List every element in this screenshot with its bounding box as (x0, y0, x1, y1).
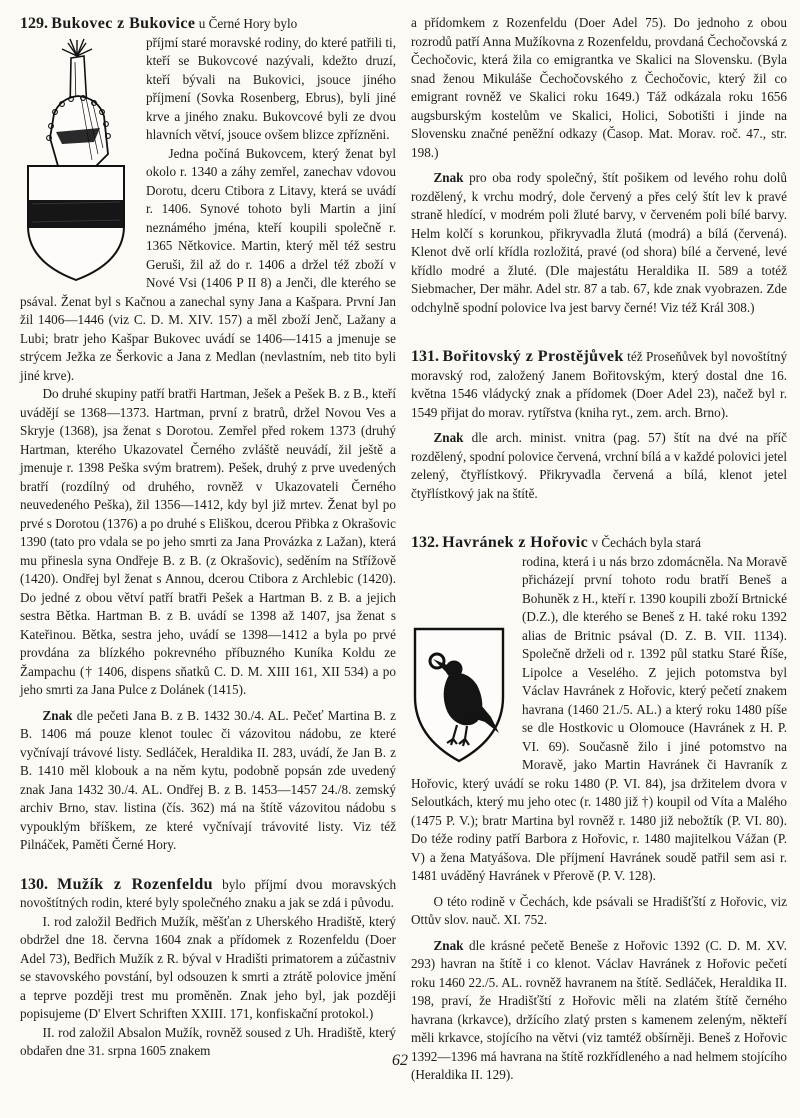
entry-number: 132. (411, 534, 439, 551)
entry-131-blazon-paragraph (411, 429, 787, 503)
entry-lead: bylo příjmí dvou moravských novoštítných rodin, které byly společného znaku a jak se zdá i původu. (20, 876, 397, 910)
entry-130 (20, 875, 396, 1061)
entry-130-paragraph-3: II. rod založil Absalon Mužík, rovněž soused z Uh. Hradiště, který obdařen dne 31. srpna 1605 znakem (20, 1024, 396, 1058)
entry-lead-start: v Čechách byla stará (591, 535, 701, 550)
bukovec-arms-illustration (20, 36, 136, 284)
entry-number: 131. (411, 348, 439, 365)
entry-132-heading (411, 533, 787, 553)
grass-plume-icon (62, 39, 92, 56)
entry-130-continuation (411, 14, 787, 317)
entry-132 (411, 533, 787, 1085)
entry-132-lead-rest: rodina, která i u nás brzo zdomácněla. Na Moravě přicházejí první tohoto rodu bratří Beneš a Bohuněk z H., kteří r. 1390 koupili zboží Brtnické (D.Z.), dle kterého se Beneš z H. také roku 1392 alias de Britnic psával (D. Z. B. VII. 1134). Společně drželi od r. 1392 půl statku Staré Říše, Lipolce a Veselého. Z jejich potomstva byl Václav Havránek z Hořovic, který pečetí znakem havrana (1460 21./5. AL.) a který roku 1480 píše se dle Hostkovic u Olomouce (Havránek z H. P. VI. 69). Současně žilo i jiné potomstvo na Moravě, jako Martin Havránek či Havraník z Hořovic, který uvádí se roku 1480 (P. VI. 84), jsa držitelem dvora v Seloutkách, který mu jeho otec (r. 1480 již †) koupil od Víta a Malého (1475 P. V.); bratr Martina byl rovněž r. 1480 již nebožtík (P. VI. 80). Do téže rodiny patří Barbora z Hořovic, r. 1480 majitelkou Vážan (P. V) a žena Matyášova. Dle příjmení Havránek soudě patřil sem asi r. 1481 uváděný Havránek v Přerově (P. V. 128). (411, 553, 787, 883)
entry-title: Havránek z Hořovic (442, 534, 589, 551)
entry-lead-rest: byl novoštítný moravský rod, založený Janem Bořitovským, který dostal dne 16. května 1546 vládycký znak a přídomek (Doer Adel 23), načež byl r. 1549 přijat do morav. rytířstva (kniha ryt., zem. arch. Brno). (411, 349, 788, 420)
entry-129-lead-rest: příjmí staré moravské rodiny, do které patřili ti, kteří se Bukovcové nazývali, kdežto druzí, kteří bývali na Bukovici, jsouce jiného příjmení (Sovka Rosenberg, Ebrus), byli jiné krve a jiného znaku. Bukovcové byli ze dvou hlavních větví, jsouce ovšem blizce zpřízněni. (146, 34, 397, 142)
entry-130-paragraph-2: I. rod založil Bedřich Mužík, měšťan z Uherského Hradiště, který obdržel dne 18. června 1604 znak a přídomek z Rozenfeldu (Doer Adel 73), Bedřich Mužík z R. býval v Hradišti primatorem a zúčastniv se stavovského povstání, byl odsouzen k smrti a ztrátě polovice jmění a teprve později trest mu proměněn. Znak jeho byl, jak později popisujeme (D' Elvert Schriften XXIII. 171, konfiskační protokol.) (20, 913, 396, 1021)
blazon-text: dle krásné pečetě Beneše z Hořovic 1392 (C. D. M. XV. 293) havran na štítě i co klenot. Václav Havránek z Hořovic pečetí roku 1460 22./5. AL. rovněž havranem na štítě. Sedláček, Heraldika II. 198, praví, že Hradišťští z Hořovic měli na zlatém štítě černého havrana (krkavce), držícího zlatý prsten s kamenem zeleným, někteří měli krkavce, stojícího na větvi (viz tamtéž obšírněji. Beneš z Hořovic 1392—1396 má havrana na štítě rozkřídleného a nad helmem stojícího (Heraldika II. 129). (411, 937, 787, 1082)
right-column (411, 14, 787, 1085)
blazon-text: dle arch. minist. vnitra (pag. 57) štít na dvé na příč rozdělený, spodní polovice červená, vrchní bílá a v každé polovici jetel zelený, čtyřlístkový. Přikryvadla červená a bílá, klenot jetel čtyřlístkový jak na štítě. (411, 430, 787, 501)
entry-129-paragraph-2: Jedna počíná Bukovcem, který ženat byl okolo r. 1340 a záhy zemřel, zanechav vdovou Dorotu, dceru Ctibora z Litavy, která se uvádí r. 1406. Synové tohoto byli Martin a jiní neznámého jména, kteří koupili společně r. 1365 Nětkovice. Martin, který měl též sestru Geruši, žil až do r. 1406 a držel též zboží v Nové Vsi (1406 P II 8) a Jenči, dle kterého se psával. Ženat byl s Kačnou a zanechal syny Jana a Kašpara. První Jan žil 1406—1446 (viz C. D. M. XIV. 157) a měl zboží Jenč, Lažany a Lubi; bratr jeho Kašpar Bukovec uvádí se 1406—1415 a jmenuje se strýcem Ježka ze Šerkovic a Jana z Medlan (nevlastním, neb tito byli jiné krve). (20, 145, 396, 383)
left-column (20, 14, 396, 1085)
blazon-label: Znak (433, 937, 464, 953)
entry-132-paragraph-1 (411, 553, 787, 886)
entry-lead-start: též Proseňůvek (627, 349, 708, 364)
entry-129 (20, 14, 396, 855)
entry-129-paragraph-1 (20, 34, 396, 145)
entry-131-heading (411, 347, 787, 422)
entry-title: Bořitovský z Prostějůvek (442, 348, 624, 365)
entry-lead-start: u Černé Hory bylo (198, 16, 298, 31)
entry-132-paragraph-2: O této rodině v Čechách, kde psávali se Hradišťští z Hořovic, viz Ottův slov. nauč. XI. 752. (411, 893, 787, 927)
entry-130-heading (20, 875, 396, 913)
raven-shield-icon (411, 625, 507, 765)
two-column-layout (20, 14, 788, 1085)
entry-title: Bukovec z Bukovice (51, 15, 196, 32)
entry-131 (411, 347, 787, 503)
blazon-label: Znak (433, 430, 464, 445)
entry-129-paragraph-3: Do druhé skupiny patří bratři Hartman, Ješek a Pešek B. z B., kteří uvádějí se 1368—1373. Hartman, první z bratrů, držel Novou Ves a Skryje (1368), jsa ženat s Dorotou. Zemřel před rokem 1373 (druhý Hartman, kterého Ukazovatel Černého zvláště neuvádí, žil ještě a jmenuje r. 1398 Peška svým bratrem). Pešek, druhý z prve uvedených bratří (rozdílný od druhého, rovněž v Ukazovateli Černého neuvedeného Peška), žil 1356—1412, kdy byl již mrtev. Ženat byl po prvé s Dorotou (1376) a po druhé s Eliškou, dcerou Přibka z Okrašovic 1390 (tato pro vdala se po jeho smrti za Jana Provázka z Lažan), která mu přinesla syna Ondřeje B. z B. (z Okrašovic), seděním na Střížově (1420). Ondřej byl ženat s Annou, dcerou Ctibora z Archlebic (1420). Do jedné z obou větví patří bratři Pešek a Hartman B. z B. a jejich sestra Bětka. Hartman B. z B. uvádí se 1398 až 1407, jsa ženat s Kateřinou. Bětka, sestra jeho, uvádí se 1398—1412 a byla po prvé provdána za blízkého pokrevného příbuzného Kuníka Koldu ze Žampachu († 1406, dispens sňatků C. D. M. XIII 161, XII 534) a po jeho smrti za Jana Pulce z Dolánek (1415). (20, 386, 396, 697)
fess-band-icon (29, 200, 123, 228)
entry-number: 129. (20, 15, 48, 32)
page-number: 62 (392, 1052, 408, 1069)
entry-129-blazon-paragraph (20, 707, 396, 855)
helmet-crest-arms-icon (20, 36, 136, 284)
blazon-text: dle pečeti Jana B. z B. 1432 30./4. AL. Pečeť Martina B. z B. 1406 má pouze klenot toulec či vázovitou nádobu, ze které vyčnívají trávové listy. Sedláček, Heraldika II. 283, uvádí, že Jan B. z B. 1410 měl klobouk a na něm kytu, podobně popsán zde uvedený znak Jana 1432 30./4. AL. Ondřej B. z B. 1453—1457 24./8. zemský archiv Brno, stav. listina (čís. 362) má na štítě vázovitou nádobu s vypouklým bříškem, ze které vyčnívají trávovité listy. Viz též Pilnáček, Paměti Černé Hory. (20, 707, 396, 852)
blazon-label: Znak (42, 707, 73, 723)
blazon-label: Znak (433, 170, 464, 185)
entry-title: Mužík z Rozenfeldu (57, 875, 213, 893)
entry-number: 130. (20, 875, 48, 893)
blazon-text: pro oba rody společný, štít pošikem od levého rohu dolů rozdělený, k vrchu modrý, dole červený a přes celý štít lev k pravé straně hledící, v modrém poli žluté barvy, v červeném poli bílé barvy. Helm kolčí s korunkou, přikryvadla žlutá (modrá) a bílá (červená). Klenot dvě orlí křídla rozložitá, pravé (od shora) bílé a červené, levé křídlo modré a žluté. (Dle majestátu Heraldika II. 589 a totéž Siebmacher, Der mähr. Adel str. 87 a tab. 67, kde znak vyobrazen. Zde odchylně spodní polovice lva jest barvy černé! Viz též Král 308.) (411, 170, 787, 315)
entry-130-cont-paragraph: a přídomkem z Rozenfeldu (Doer Adel 75). Do jednoho z obou rozrodů patří Anna Mužíkovna z Rozenfeldu, provdaná Čechočovská z Čechočovic, která žila co emigrantka ve Skalici na Slovensku. (Byla snad ženou Mikuláše Čechočovského z Čechočovic, který žil co emigrant rovněž ve Skalici roku 1649.) Táž odkázala roku 1656 augsburským kostelům ve Skalici, Holici, Sobotišti i jinde na Slovensku značné peněžní odkazy (Časop. Mat. Morav. roč. 47., str. 198.) (411, 15, 787, 160)
havranek-arms-illustration (411, 553, 513, 765)
entry-129-heading (20, 14, 396, 34)
entry-130-blazon-paragraph (411, 169, 787, 317)
